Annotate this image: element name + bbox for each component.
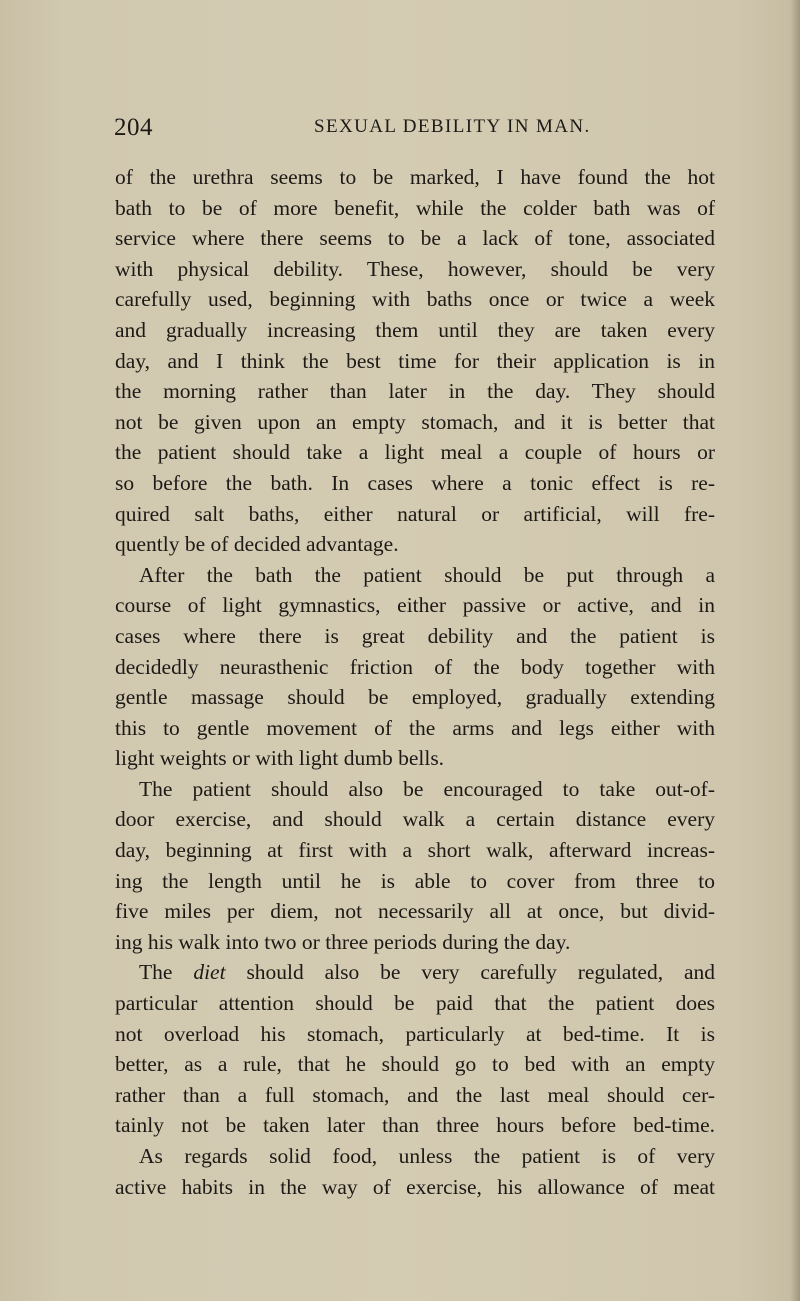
text-line: particular attention should be paid that the patient does bbox=[115, 991, 715, 1016]
text-line: decidedly neurasthenic friction of the body together with bbox=[115, 654, 715, 679]
text-line: gentle massage should be employed, gradually extending bbox=[115, 685, 715, 710]
text-line: As regards solid food, unless the patient is of very bbox=[139, 1144, 715, 1168]
running-head: SEXUAL DEBILITY IN MAN. bbox=[314, 116, 591, 137]
text-line: ing the length until he is able to cover from three to bbox=[115, 868, 715, 893]
text-line: with physical debility. These, however, should be very bbox=[115, 256, 715, 281]
body-text bbox=[115, 162, 715, 1202]
text-line: door exercise, and should walk a certain distance every bbox=[115, 807, 715, 832]
text-line: tainly not be taken later than three hours before bed-time. bbox=[115, 1113, 715, 1138]
text-line: course of light gymnastics, either passive or active, and in bbox=[115, 593, 715, 618]
text-line: day, beginning at first with a short walk, afterward increas- bbox=[115, 838, 715, 863]
text-line: rather than a full stomach, and the last meal should cer- bbox=[115, 1082, 715, 1107]
text-line: light weights or with light dumb bells. bbox=[115, 746, 445, 771]
text-line: The patient should also be encouraged to take out-of- bbox=[139, 776, 715, 801]
page-header bbox=[114, 114, 714, 144]
text-line: ing his walk into two or three periods during the day. bbox=[115, 929, 571, 954]
italic-term-diet: diet bbox=[193, 960, 226, 985]
text-line: five miles per diem, not necessarily all at once, but divid- bbox=[115, 899, 715, 924]
text-line: this to gentle movement of the arms and legs either with bbox=[115, 715, 715, 740]
text-line: quently be of decided advantage. bbox=[115, 532, 399, 557]
text-line: cases where there is great debility and the patient is bbox=[115, 623, 715, 648]
text-line: active habits in the way of exercise, his allowance of meat bbox=[115, 1174, 715, 1199]
text-line: After the bath the patient should be put through a bbox=[139, 562, 715, 587]
text-line: quired salt baths, either natural or artificial, will fre- bbox=[115, 501, 715, 526]
text-line: the patient should take a light meal a couple of hours or bbox=[115, 440, 715, 465]
text-line: not be given upon an empty stomach, and it is better that bbox=[115, 409, 715, 434]
text-line: the morning rather than later in the day. They should bbox=[115, 379, 715, 404]
page-number: 204 bbox=[114, 114, 153, 141]
text-fragment: should also be very carefully regulated, and bbox=[225, 960, 715, 985]
page-edge-shadow bbox=[790, 0, 800, 1301]
text-fragment: The bbox=[139, 960, 194, 985]
text-line: day, and I think the best time for their application is in bbox=[115, 348, 715, 373]
text-line: better, as a rule, that he should go to bed with an empty bbox=[115, 1052, 715, 1077]
text-line: bath to be of more benefit, while the colder bath was of bbox=[115, 195, 715, 220]
text-line: and gradually increasing them until they are taken every bbox=[115, 317, 715, 342]
text-line: carefully used, beginning with baths once or twice a week bbox=[115, 287, 715, 312]
text-line: so before the bath. In cases where a tonic effect is re- bbox=[115, 470, 715, 495]
text-line: service where there seems to be a lack of tone, associated bbox=[115, 226, 715, 251]
text-line bbox=[115, 957, 715, 988]
text-line: of the urethra seems to be marked, I have found the hot bbox=[115, 165, 715, 189]
text-line: not overload his stomach, particularly at bed-time. It is bbox=[115, 1021, 715, 1046]
